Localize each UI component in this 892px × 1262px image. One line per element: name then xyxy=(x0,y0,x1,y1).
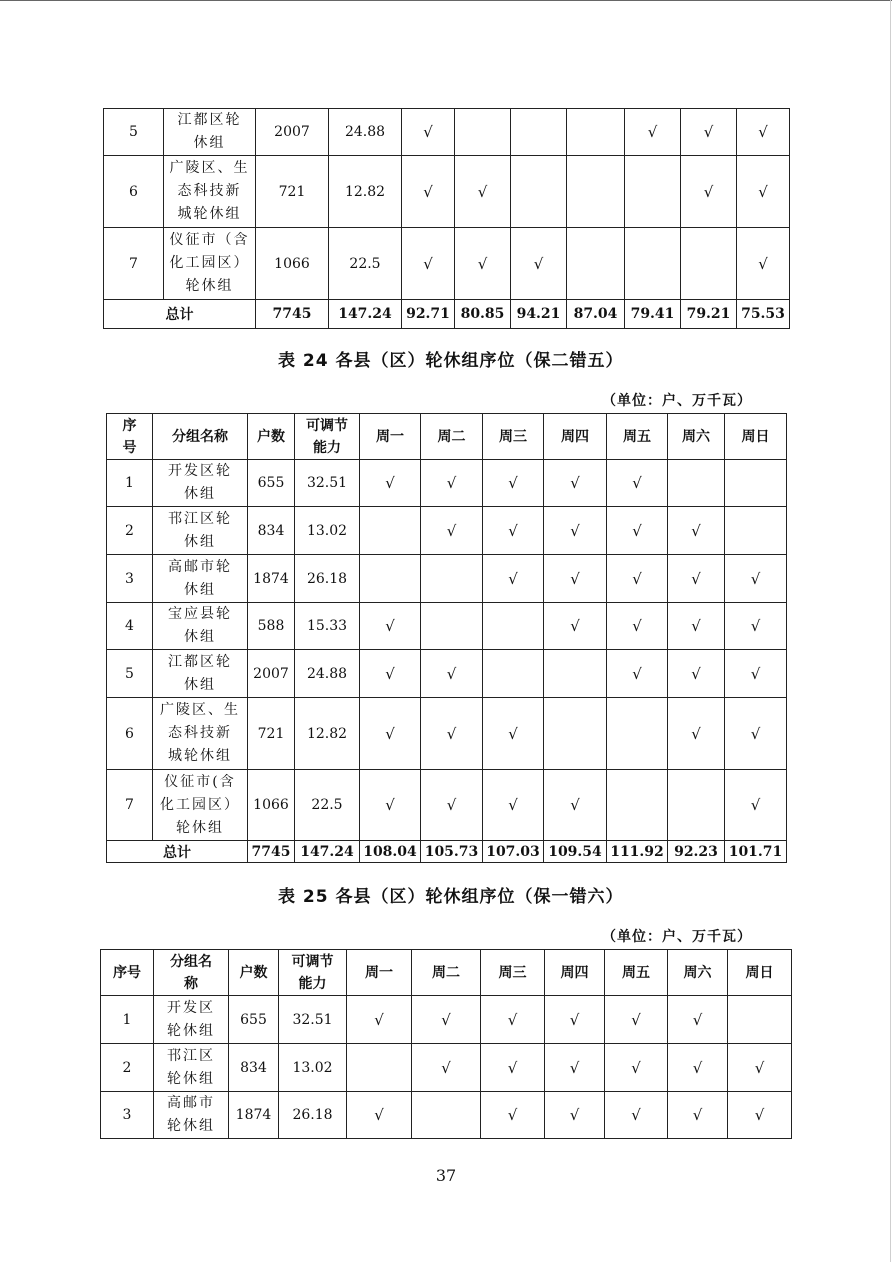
row-seq: 6 xyxy=(104,156,164,228)
row-capacity: 32.51 xyxy=(295,460,360,507)
row-day-5-mark: √ xyxy=(605,1092,668,1139)
row-capacity: 12.82 xyxy=(329,156,402,228)
row-day-1-mark: √ xyxy=(360,698,421,770)
total-day-4: 87.04 xyxy=(567,300,625,329)
table-25-unit: （单位：户、万千瓦） xyxy=(602,929,752,945)
row-day-5-mark xyxy=(625,156,681,228)
row-day-2-mark: √ xyxy=(412,996,481,1044)
row-seq: 5 xyxy=(104,109,164,156)
row-capacity: 15.33 xyxy=(295,603,360,650)
row-day-2-mark: √ xyxy=(455,156,511,228)
row-day-3-mark: √ xyxy=(481,996,545,1044)
header-group-name: 分组名 称 xyxy=(154,950,229,996)
row-day-3-mark: √ xyxy=(481,1092,545,1139)
row-day-4-mark: √ xyxy=(544,460,607,507)
total-capacity: 147.24 xyxy=(295,841,360,863)
row-capacity: 22.5 xyxy=(295,770,360,841)
row-day-3-mark: √ xyxy=(483,507,544,555)
row-seq: 4 xyxy=(107,603,153,650)
table-row xyxy=(107,460,787,507)
row-day-4-mark xyxy=(567,156,625,228)
header-day-5: 周五 xyxy=(607,414,668,460)
row-day-2-mark: √ xyxy=(421,507,483,555)
table-25-caption: 表 25 各县（区）轮休组序位（保一错六） xyxy=(278,887,624,907)
row-day-7-mark: √ xyxy=(725,603,787,650)
page-top-border xyxy=(0,0,892,1)
row-seq: 7 xyxy=(107,770,153,841)
row-day-4-mark: √ xyxy=(544,555,607,603)
row-households: 1874 xyxy=(248,555,295,603)
total-day-1: 108.04 xyxy=(360,841,421,863)
row-day-6-mark: √ xyxy=(681,109,737,156)
row-day-1-mark: √ xyxy=(347,996,412,1044)
header-day-2: 周二 xyxy=(412,950,481,996)
row-day-7-mark xyxy=(725,507,787,555)
row-households: 1066 xyxy=(248,770,295,841)
row-households: 588 xyxy=(248,603,295,650)
row-households: 655 xyxy=(229,996,279,1044)
row-day-1-mark: √ xyxy=(360,460,421,507)
row-group-name: 高邮市轮 休组 xyxy=(153,555,248,603)
header-day-6: 周六 xyxy=(668,414,725,460)
row-day-5-mark: √ xyxy=(607,555,668,603)
row-households: 2007 xyxy=(248,650,295,698)
total-row xyxy=(104,300,790,329)
table-row xyxy=(101,1092,792,1139)
table-24-caption: 表 24 各县（区）轮休组序位（保二错五） xyxy=(278,351,624,371)
table-24 xyxy=(106,413,787,863)
row-day-4-mark xyxy=(567,109,625,156)
header-capacity: 可调节 能力 xyxy=(295,414,360,460)
row-day-2-mark xyxy=(455,109,511,156)
row-day-3-mark: √ xyxy=(483,770,544,841)
total-day-7: 101.71 xyxy=(725,841,787,863)
row-day-4-mark xyxy=(544,698,607,770)
row-day-2-mark xyxy=(412,1092,481,1139)
header-row xyxy=(107,414,787,460)
row-seq: 1 xyxy=(107,460,153,507)
row-day-2-mark xyxy=(421,555,483,603)
row-day-1-mark xyxy=(360,555,421,603)
row-households: 1874 xyxy=(229,1092,279,1139)
row-day-1-mark: √ xyxy=(360,770,421,841)
total-day-6: 79.21 xyxy=(681,300,737,329)
row-group-name: 江都区轮 休组 xyxy=(164,109,256,156)
row-day-5-mark xyxy=(607,698,668,770)
row-day-7-mark: √ xyxy=(725,770,787,841)
row-day-4-mark: √ xyxy=(545,1092,605,1139)
total-day-3: 94.21 xyxy=(511,300,567,329)
row-day-5-mark: √ xyxy=(607,650,668,698)
row-households: 2007 xyxy=(256,109,329,156)
row-day-1-mark: √ xyxy=(360,650,421,698)
total-day-3: 107.03 xyxy=(483,841,544,863)
row-group-name: 开发区 轮休组 xyxy=(154,996,229,1044)
table-row xyxy=(107,698,787,770)
total-day-2: 105.73 xyxy=(421,841,483,863)
row-seq: 2 xyxy=(107,507,153,555)
row-day-5-mark: √ xyxy=(605,1044,668,1092)
row-group-name: 开发区轮 休组 xyxy=(153,460,248,507)
row-seq: 2 xyxy=(101,1044,154,1092)
row-day-4-mark: √ xyxy=(545,996,605,1044)
table-row xyxy=(107,650,787,698)
total-label: 总计 xyxy=(104,300,256,329)
row-capacity: 26.18 xyxy=(279,1092,347,1139)
table-row xyxy=(104,228,790,300)
row-day-2-mark: √ xyxy=(412,1044,481,1092)
row-day-3-mark: √ xyxy=(483,460,544,507)
total-capacity: 147.24 xyxy=(329,300,402,329)
row-capacity: 24.88 xyxy=(295,650,360,698)
row-day-7-mark: √ xyxy=(737,228,790,300)
row-day-6-mark: √ xyxy=(681,156,737,228)
row-day-2-mark: √ xyxy=(421,770,483,841)
table-row xyxy=(104,109,790,156)
row-day-3-mark xyxy=(483,650,544,698)
row-seq: 3 xyxy=(101,1092,154,1139)
row-day-6-mark xyxy=(681,228,737,300)
header-households: 户数 xyxy=(248,414,295,460)
page-right-edge xyxy=(890,0,891,1262)
row-households: 721 xyxy=(248,698,295,770)
row-households: 1066 xyxy=(256,228,329,300)
row-day-7-mark xyxy=(728,996,792,1044)
row-day-1-mark xyxy=(360,507,421,555)
row-day-6-mark: √ xyxy=(668,1044,728,1092)
header-group-name: 分组名称 xyxy=(153,414,248,460)
row-capacity: 22.5 xyxy=(329,228,402,300)
row-day-7-mark: √ xyxy=(725,555,787,603)
table-row xyxy=(107,603,787,650)
row-capacity: 12.82 xyxy=(295,698,360,770)
row-day-1-mark: √ xyxy=(402,228,455,300)
row-group-name: 广陵区、生 态科技新 城轮休组 xyxy=(164,156,256,228)
row-day-5-mark: √ xyxy=(605,996,668,1044)
header-seq: 序 号 xyxy=(107,414,153,460)
row-day-3-mark: √ xyxy=(483,555,544,603)
row-day-5-mark: √ xyxy=(625,109,681,156)
row-group-name: 邗江区轮 休组 xyxy=(153,507,248,555)
row-day-4-mark xyxy=(567,228,625,300)
table-row xyxy=(107,770,787,841)
row-seq: 5 xyxy=(107,650,153,698)
row-day-7-mark: √ xyxy=(728,1044,792,1092)
row-day-3-mark: √ xyxy=(481,1044,545,1092)
row-group-name: 宝应县轮 休组 xyxy=(153,603,248,650)
row-day-6-mark xyxy=(668,460,725,507)
row-day-2-mark: √ xyxy=(421,698,483,770)
table-25 xyxy=(100,949,792,1139)
row-group-name: 仪征市（含 化工园区） 轮休组 xyxy=(164,228,256,300)
total-day-6: 92.23 xyxy=(668,841,725,863)
table-continuation xyxy=(103,108,790,329)
row-capacity: 13.02 xyxy=(279,1044,347,1092)
total-day-5: 111.92 xyxy=(607,841,668,863)
row-day-5-mark xyxy=(607,770,668,841)
row-day-6-mark: √ xyxy=(668,603,725,650)
row-day-6-mark xyxy=(668,770,725,841)
row-day-5-mark: √ xyxy=(607,460,668,507)
row-day-7-mark: √ xyxy=(725,698,787,770)
row-day-2-mark: √ xyxy=(421,650,483,698)
row-group-name: 江都区轮 休组 xyxy=(153,650,248,698)
row-day-7-mark: √ xyxy=(725,650,787,698)
header-day-1: 周一 xyxy=(360,414,421,460)
row-day-6-mark: √ xyxy=(668,1092,728,1139)
page-number: 37 xyxy=(435,1166,457,1185)
header-day-3: 周三 xyxy=(483,414,544,460)
row-seq: 7 xyxy=(104,228,164,300)
total-households: 7745 xyxy=(248,841,295,863)
table-row xyxy=(101,1044,792,1092)
row-day-1-mark: √ xyxy=(402,156,455,228)
row-day-1-mark: √ xyxy=(347,1092,412,1139)
row-day-3-mark: √ xyxy=(483,698,544,770)
row-day-6-mark: √ xyxy=(668,698,725,770)
table-row xyxy=(107,507,787,555)
row-group-name: 高邮市 轮休组 xyxy=(154,1092,229,1139)
row-day-1-mark: √ xyxy=(402,109,455,156)
row-capacity: 32.51 xyxy=(279,996,347,1044)
row-day-4-mark xyxy=(544,650,607,698)
row-capacity: 13.02 xyxy=(295,507,360,555)
total-label: 总计 xyxy=(107,841,248,863)
row-households: 834 xyxy=(229,1044,279,1092)
header-seq: 序号 xyxy=(101,950,154,996)
row-day-1-mark xyxy=(347,1044,412,1092)
row-capacity: 24.88 xyxy=(329,109,402,156)
row-day-6-mark: √ xyxy=(668,650,725,698)
header-day-1: 周一 xyxy=(347,950,412,996)
row-day-2-mark: √ xyxy=(455,228,511,300)
row-group-name: 邗江区 轮休组 xyxy=(154,1044,229,1092)
row-day-4-mark: √ xyxy=(544,770,607,841)
row-day-2-mark xyxy=(421,603,483,650)
row-day-2-mark: √ xyxy=(421,460,483,507)
header-households: 户数 xyxy=(229,950,279,996)
total-day-2: 80.85 xyxy=(455,300,511,329)
row-households: 655 xyxy=(248,460,295,507)
header-day-4: 周四 xyxy=(545,950,605,996)
row-day-6-mark: √ xyxy=(668,507,725,555)
row-capacity: 26.18 xyxy=(295,555,360,603)
table-row xyxy=(101,996,792,1044)
row-group-name: 仪征市(含 化工园区） 轮休组 xyxy=(153,770,248,841)
row-group-name: 广陵区、生 态科技新 城轮休组 xyxy=(153,698,248,770)
row-day-5-mark: √ xyxy=(607,507,668,555)
row-day-1-mark: √ xyxy=(360,603,421,650)
row-day-4-mark: √ xyxy=(544,507,607,555)
row-day-5-mark xyxy=(625,228,681,300)
row-day-7-mark xyxy=(725,460,787,507)
row-day-4-mark: √ xyxy=(544,603,607,650)
row-seq: 1 xyxy=(101,996,154,1044)
table-24-unit: （单位：户、万千瓦） xyxy=(602,393,752,409)
row-day-3-mark xyxy=(511,156,567,228)
row-day-7-mark: √ xyxy=(728,1092,792,1139)
row-day-7-mark: √ xyxy=(737,109,790,156)
row-day-6-mark: √ xyxy=(668,555,725,603)
row-day-6-mark: √ xyxy=(668,996,728,1044)
row-day-3-mark: √ xyxy=(511,228,567,300)
header-day-4: 周四 xyxy=(544,414,607,460)
header-capacity: 可调节 能力 xyxy=(279,950,347,996)
header-row xyxy=(101,950,792,996)
row-day-3-mark xyxy=(483,603,544,650)
row-day-4-mark: √ xyxy=(545,1044,605,1092)
header-day-7: 周日 xyxy=(725,414,787,460)
row-households: 721 xyxy=(256,156,329,228)
total-row xyxy=(107,841,787,863)
row-seq: 6 xyxy=(107,698,153,770)
row-day-7-mark: √ xyxy=(737,156,790,228)
table-row xyxy=(107,555,787,603)
row-households: 834 xyxy=(248,507,295,555)
row-day-3-mark xyxy=(511,109,567,156)
header-day-2: 周二 xyxy=(421,414,483,460)
header-day-3: 周三 xyxy=(481,950,545,996)
total-households: 7745 xyxy=(256,300,329,329)
header-day-5: 周五 xyxy=(605,950,668,996)
header-day-6: 周六 xyxy=(668,950,728,996)
total-day-4: 109.54 xyxy=(544,841,607,863)
total-day-1: 92.71 xyxy=(402,300,455,329)
row-seq: 3 xyxy=(107,555,153,603)
row-day-5-mark: √ xyxy=(607,603,668,650)
table-row xyxy=(104,156,790,228)
header-day-7: 周日 xyxy=(728,950,792,996)
total-day-7: 75.53 xyxy=(737,300,790,329)
total-day-5: 79.41 xyxy=(625,300,681,329)
